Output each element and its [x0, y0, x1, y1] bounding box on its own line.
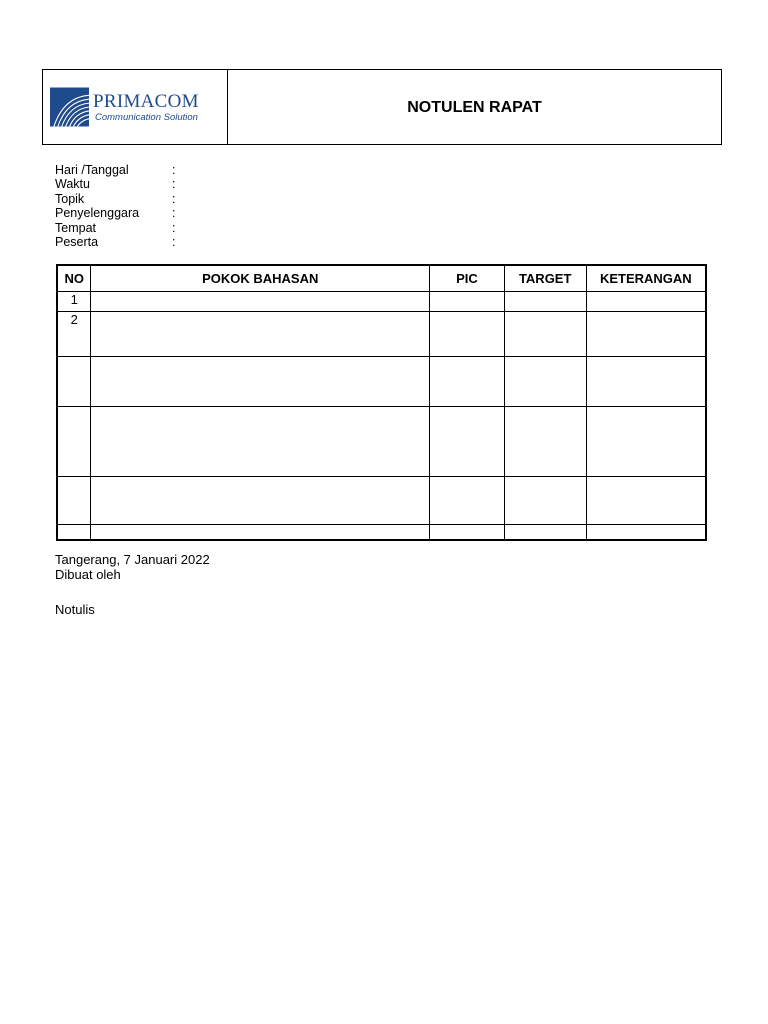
table-row: [57, 292, 706, 312]
cell-topic: [91, 312, 430, 357]
table-row: [57, 357, 706, 407]
info-label: Tempat: [55, 220, 96, 235]
cell-no: [57, 525, 91, 540]
info-colon: :: [172, 177, 176, 192]
cell-pic: [430, 407, 505, 477]
cell-notes: [586, 312, 706, 357]
info-row-time: [55, 177, 182, 191]
info-colon: :: [172, 220, 176, 235]
table-header-row: [57, 265, 706, 292]
meeting-info: [55, 163, 182, 249]
info-colon: :: [172, 163, 176, 177]
table-row: [57, 312, 706, 357]
info-row-organizer: [55, 206, 182, 220]
cell-notes: [586, 292, 706, 312]
cell-topic: [91, 525, 430, 540]
info-label: Penyelenggara: [55, 206, 140, 221]
primacom-logo-icon: [50, 87, 89, 127]
column-header-pic: PIC: [430, 265, 505, 292]
info-label: Hari /Tanggal: [55, 163, 129, 177]
table-row: [57, 407, 706, 477]
signature-block: [55, 552, 210, 617]
cell-topic: [91, 292, 430, 312]
cell-topic: [91, 357, 430, 407]
info-colon: :: [172, 234, 176, 249]
logo-text: [93, 92, 199, 123]
info-colon: :: [172, 191, 176, 206]
document-title: NOTULEN RAPAT: [407, 99, 542, 116]
info-label: Waktu: [55, 177, 90, 192]
info-row-date: [55, 163, 182, 177]
made-by-label: Dibuat oleh: [55, 567, 121, 582]
cell-target: [504, 357, 586, 407]
cell-no: [57, 407, 91, 477]
cell-no: [57, 357, 91, 407]
cell-target: [504, 292, 586, 312]
table-row: [57, 477, 706, 525]
info-label: Topik: [55, 191, 85, 206]
signer-role: Notulis: [55, 602, 95, 617]
info-row-topic: [55, 192, 182, 206]
place-date: Tangerang, 7 Januari 2022: [55, 552, 210, 567]
cell-no: 1: [57, 292, 91, 312]
info-row-place: [55, 221, 182, 235]
cell-notes: [586, 357, 706, 407]
cell-topic: [91, 407, 430, 477]
cell-no: 2: [57, 312, 91, 357]
cell-notes: [586, 477, 706, 525]
cell-pic: [430, 292, 505, 312]
column-header-notes: KETERANGAN: [586, 265, 706, 292]
logo-cell: [43, 70, 228, 144]
cell-pic: [430, 312, 505, 357]
info-row-participants: [55, 235, 182, 249]
table-row: [57, 525, 706, 540]
logo-tagline: Communication Solution: [95, 111, 198, 123]
cell-notes: [586, 525, 706, 540]
column-header-target: TARGET: [504, 265, 586, 292]
cell-target: [504, 477, 586, 525]
cell-pic: [430, 525, 505, 540]
info-colon: :: [172, 206, 176, 221]
minutes-table: [56, 264, 707, 541]
info-label: Peserta: [55, 234, 99, 249]
cell-target: [504, 312, 586, 357]
cell-topic: [91, 477, 430, 525]
cell-target: [504, 407, 586, 477]
cell-pic: [430, 357, 505, 407]
logo-name: PRIMACOM: [93, 90, 199, 112]
document-header: [42, 69, 722, 145]
cell-notes: [586, 407, 706, 477]
cell-target: [504, 525, 586, 540]
column-header-topic: POKOK BAHASAN: [91, 265, 430, 292]
cell-pic: [430, 477, 505, 525]
cell-no: [57, 477, 91, 525]
column-header-no: NO: [57, 265, 91, 292]
signature-gap: [55, 582, 210, 602]
